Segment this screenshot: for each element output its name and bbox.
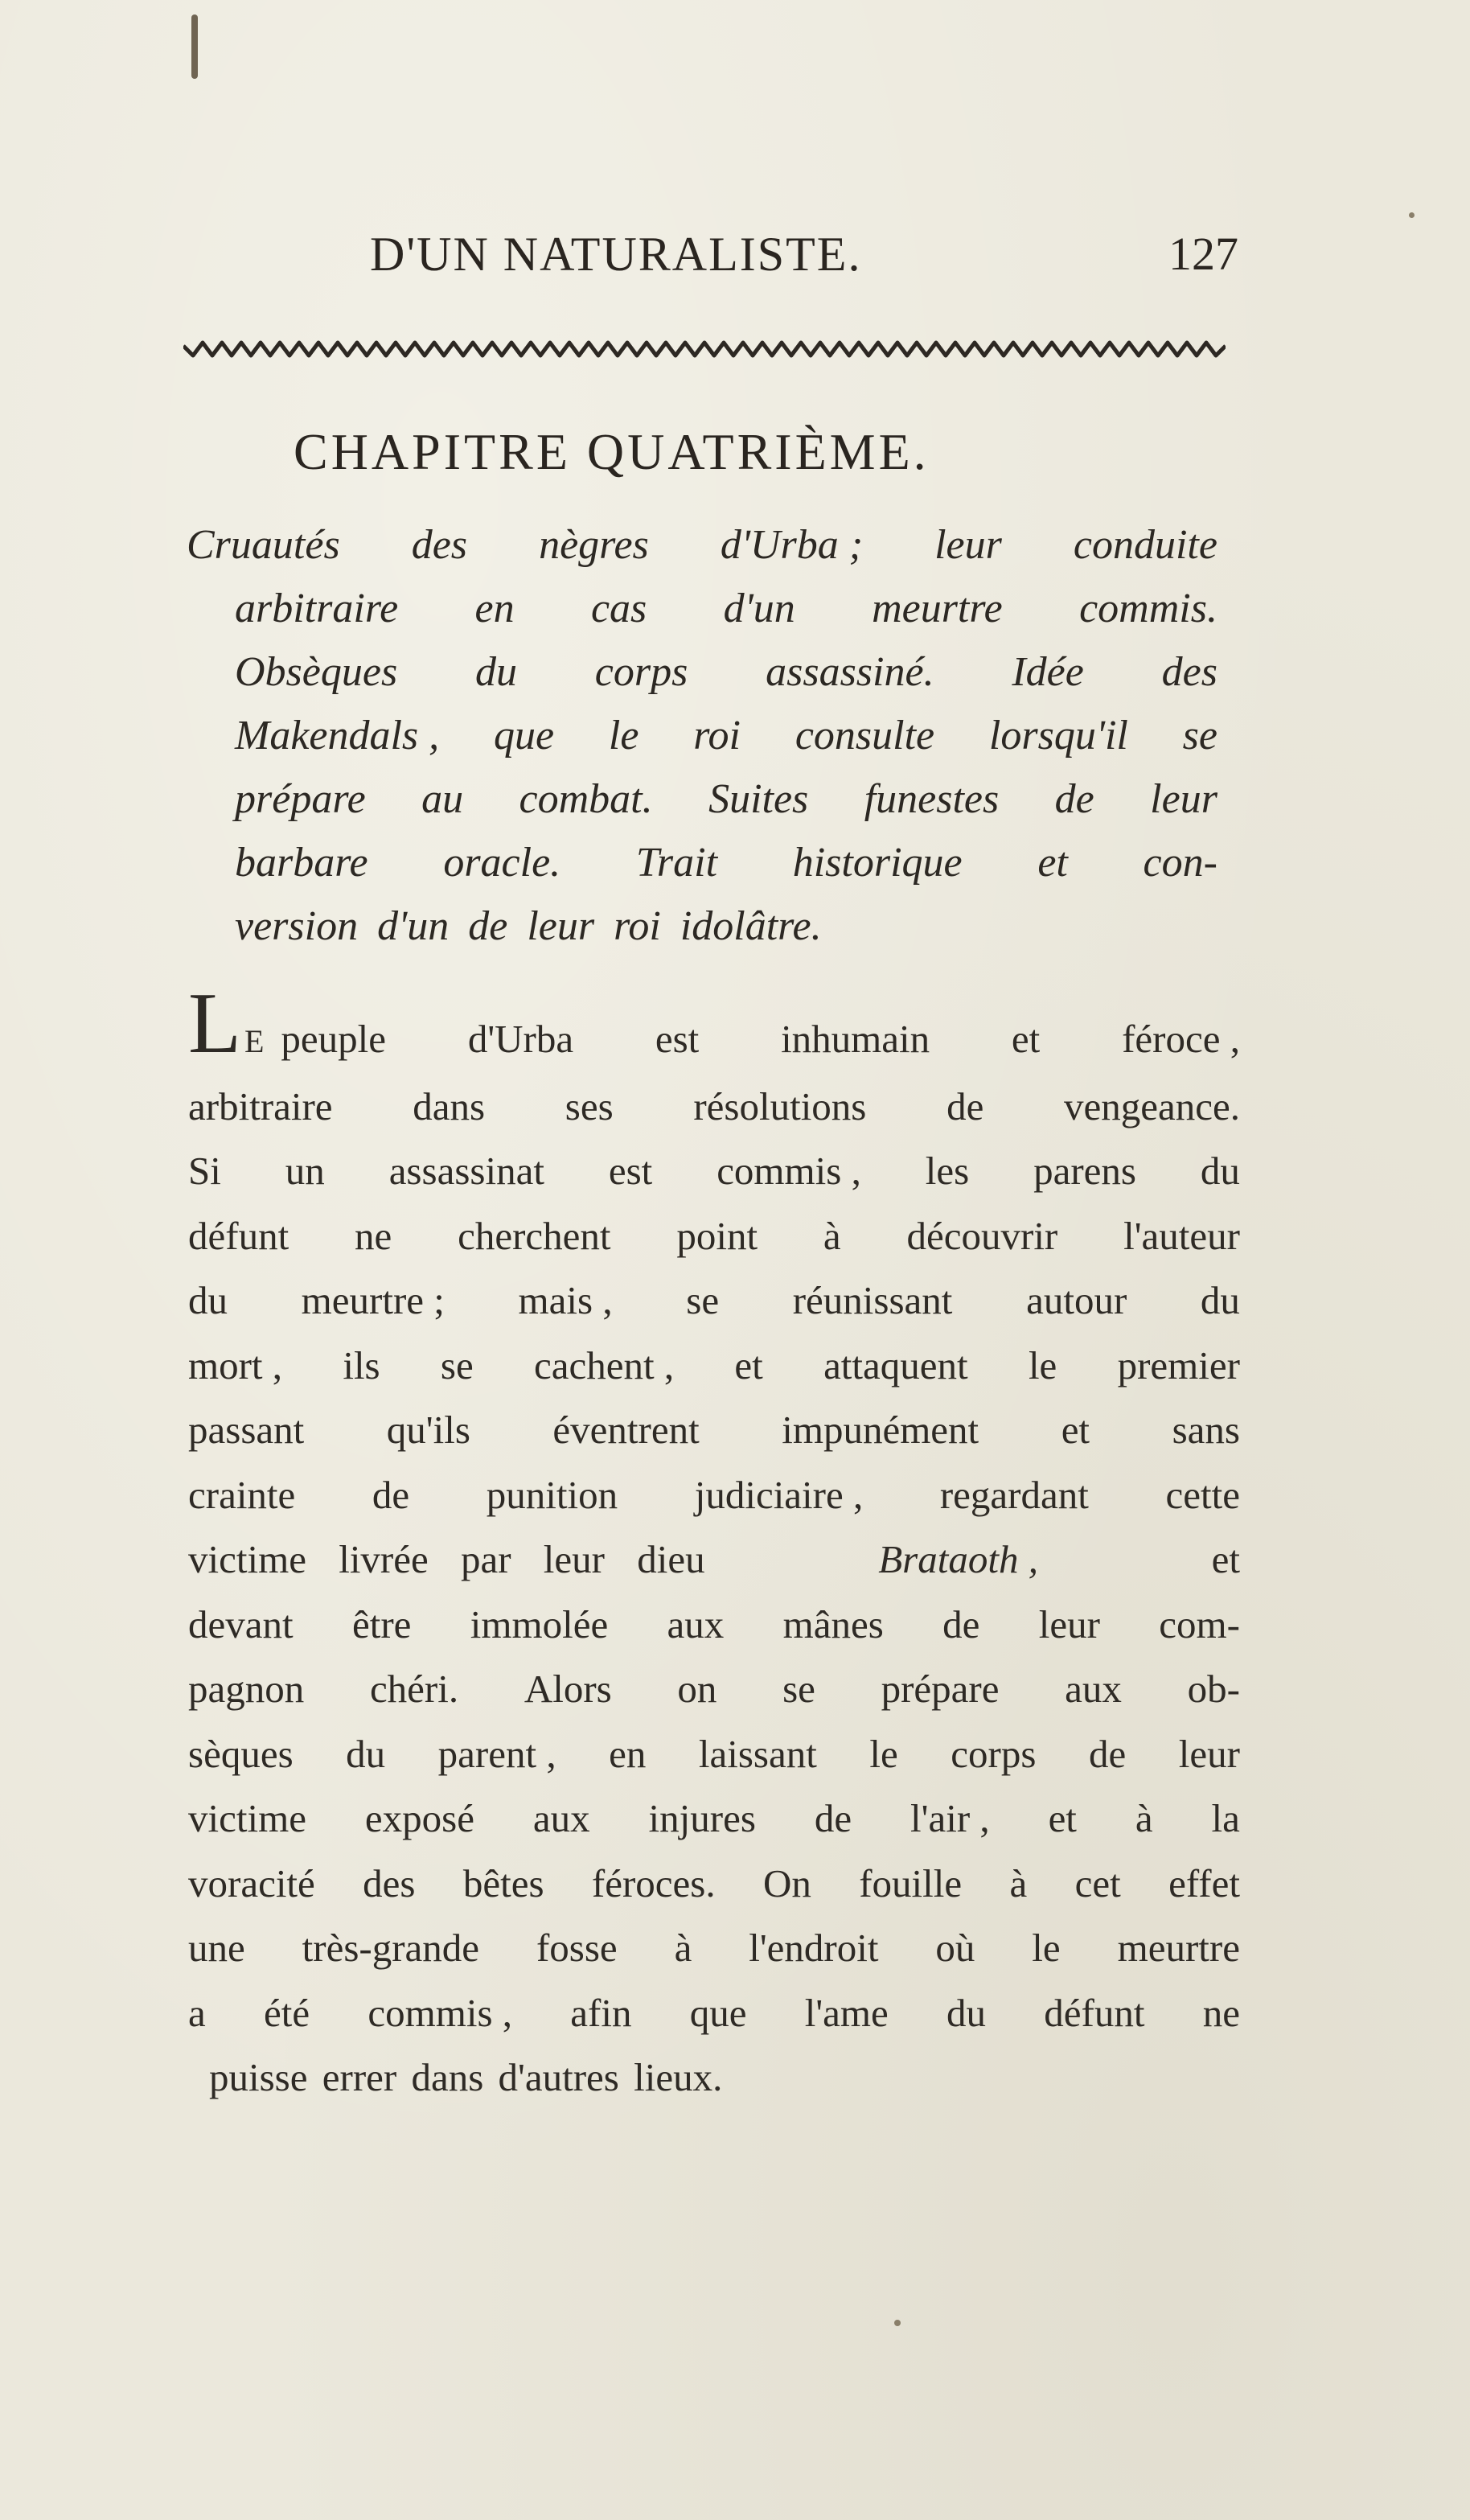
body-word: injures xyxy=(648,1796,756,1840)
body-word: défunt xyxy=(188,1213,289,1258)
summary-word: que xyxy=(493,713,555,758)
summary-word: leur xyxy=(527,903,595,949)
body-word: crainte xyxy=(188,1472,296,1517)
body-word: afin xyxy=(570,1990,632,2035)
paper-stain xyxy=(191,14,198,79)
body-line xyxy=(188,1593,1240,1658)
summary-word: des xyxy=(1161,649,1217,695)
body-line xyxy=(188,1722,1240,1787)
body-line xyxy=(188,1527,1240,1593)
body-word: effet xyxy=(1168,1860,1240,1905)
body-word: et xyxy=(1011,1017,1041,1061)
body-word: mânes xyxy=(782,1601,884,1646)
summary-line xyxy=(187,704,1217,767)
summary-line xyxy=(187,831,1217,894)
body-word: cet xyxy=(1074,1860,1121,1905)
body-word: mort , xyxy=(188,1342,283,1387)
body-word: féroces. xyxy=(591,1860,716,1905)
body-word: on xyxy=(677,1667,717,1711)
summary-word: leur xyxy=(934,522,1002,568)
body-word: résolutions xyxy=(693,1083,867,1128)
body-word: une xyxy=(188,1926,245,1970)
body-word: ob- xyxy=(1187,1667,1240,1711)
summary-word: prépare xyxy=(235,776,366,822)
body-word: en xyxy=(609,1731,647,1776)
body-word: bêtes xyxy=(462,1860,544,1905)
body-word: meurtre ; xyxy=(301,1278,445,1322)
body-word: l'endroit xyxy=(749,1926,879,1970)
body-word: été xyxy=(264,1990,310,2035)
body-word: leur xyxy=(1178,1731,1240,1776)
summary-word: Obsèques xyxy=(235,649,398,695)
body-word: l'ame xyxy=(804,1990,889,2035)
body-word: prépare xyxy=(881,1667,1000,1711)
summary-word: oracle. xyxy=(443,840,561,886)
summary-word: d'un xyxy=(723,586,795,631)
body-word: se xyxy=(686,1278,720,1322)
body-line xyxy=(188,1916,1240,1981)
summary-line xyxy=(187,577,1217,640)
body-words: victime livrée par leur dieu xyxy=(188,1537,705,1581)
body-word: leur xyxy=(1038,1601,1100,1646)
body-word: du xyxy=(1200,1278,1240,1322)
body-word: ne xyxy=(1202,1990,1240,2035)
body-words: puisse errer dans d'autres lieux. xyxy=(209,2055,723,2099)
summary-word: nègres xyxy=(539,522,649,568)
body-word: de xyxy=(946,1083,984,1128)
summary-word: combat. xyxy=(519,776,653,822)
body-word: arbitraire xyxy=(188,1083,333,1128)
body-word: exposé xyxy=(364,1796,474,1840)
summary-word: corps xyxy=(594,649,688,695)
body-word: du xyxy=(946,1990,987,2035)
body-word: sèques xyxy=(188,1731,294,1776)
decorative-rule xyxy=(183,336,1226,360)
summary-word: Idée xyxy=(1012,649,1084,695)
body-word: impunément xyxy=(782,1408,979,1452)
body-word: du xyxy=(188,1278,228,1322)
deity-name: Brataoth , xyxy=(878,1537,1038,1581)
running-head xyxy=(370,227,1238,291)
summary-word: consulte xyxy=(795,713,935,758)
body-line xyxy=(188,1139,1240,1204)
body-line xyxy=(188,1075,1240,1140)
summary-word: arbitraire xyxy=(235,586,399,631)
summary-word: du xyxy=(474,649,517,695)
summary-word: roi xyxy=(614,903,661,949)
chapter-summary xyxy=(187,513,1217,958)
body-word: ils xyxy=(343,1342,380,1387)
summary-word: Suites xyxy=(708,776,809,822)
body-word: le xyxy=(1032,1926,1061,1970)
summary-word: en xyxy=(474,586,515,631)
body-word: de xyxy=(372,1472,410,1517)
summary-word: Trait xyxy=(635,840,718,886)
body-word: peuple xyxy=(281,1017,387,1061)
summary-word: cas xyxy=(590,586,647,631)
summary-word: idolâtre. xyxy=(680,903,822,949)
body-word: ses xyxy=(565,1083,614,1128)
body-word: la xyxy=(1211,1796,1240,1840)
body-word: le xyxy=(1028,1342,1057,1387)
body-word: aux xyxy=(532,1796,590,1840)
small-caps-letter: E xyxy=(244,1023,265,1059)
summary-word: leur xyxy=(1150,776,1217,822)
body-word: parent , xyxy=(437,1731,556,1776)
body-word: commis , xyxy=(368,1990,513,2035)
summary-word: et xyxy=(1037,840,1068,886)
body-word: dans xyxy=(413,1083,486,1128)
summary-word: au xyxy=(421,776,464,822)
summary-word: historique xyxy=(792,840,963,886)
body-word: judiciaire , xyxy=(694,1472,864,1517)
summary-word: con- xyxy=(1143,840,1217,886)
summary-line xyxy=(187,640,1217,704)
body-word: aux xyxy=(667,1601,725,1646)
body-word: et xyxy=(1061,1408,1090,1452)
body-word: est xyxy=(655,1017,700,1061)
body-word: le xyxy=(869,1731,898,1776)
body-word: qu'ils xyxy=(386,1408,470,1452)
body-word: devant xyxy=(188,1601,294,1646)
summary-word: d'Urba ; xyxy=(720,522,864,568)
body-word: com- xyxy=(1159,1601,1240,1646)
body-word: être xyxy=(351,1601,412,1646)
page-number: 127 xyxy=(1168,228,1238,280)
body-word: de xyxy=(942,1601,980,1646)
body-line xyxy=(188,1786,1240,1852)
running-head-title: D'UN NATURALISTE. xyxy=(370,228,862,281)
body-word: point xyxy=(676,1213,758,1258)
body-word: de xyxy=(1088,1731,1127,1776)
body-line xyxy=(188,1852,1240,1917)
body-word: les xyxy=(925,1149,970,1193)
body-word: attaquent xyxy=(823,1342,968,1387)
body-word: sans xyxy=(1172,1408,1240,1452)
body-word: a xyxy=(188,1990,206,2035)
body-word: laissant xyxy=(698,1731,817,1776)
body-line xyxy=(188,1398,1240,1463)
summary-line xyxy=(187,767,1217,831)
body-text xyxy=(188,976,1240,2111)
body-word: du xyxy=(1200,1149,1240,1193)
body-word: inhumain xyxy=(781,1017,930,1061)
body-line xyxy=(188,1463,1240,1528)
body-word: autour xyxy=(1026,1278,1127,1322)
body-word: éventrent xyxy=(552,1408,700,1452)
body-word: à xyxy=(1135,1796,1153,1840)
body-word: cherchent xyxy=(458,1213,611,1258)
paper-speck xyxy=(1409,212,1415,218)
body-word: regardant xyxy=(939,1472,1089,1517)
body-word: du xyxy=(346,1731,386,1776)
body-word: meurtre xyxy=(1117,1926,1240,1970)
body-word: se xyxy=(782,1667,815,1711)
summary-word: version xyxy=(235,903,359,949)
body-word: découvrir xyxy=(906,1213,1058,1258)
body-word: se xyxy=(440,1342,474,1387)
body-word: très-grande xyxy=(302,1926,480,1970)
body-word: féroce , xyxy=(1122,1017,1240,1061)
body-word: réunissant xyxy=(792,1278,953,1322)
summary-word: de xyxy=(468,903,508,949)
body-word: cette xyxy=(1165,1472,1240,1517)
summary-word: de xyxy=(1054,776,1094,822)
body-word: et xyxy=(734,1342,763,1387)
body-word: premier xyxy=(1117,1342,1240,1387)
body-word: défunt xyxy=(1044,1990,1145,2035)
body-word: chéri. xyxy=(369,1667,459,1711)
body-word: de xyxy=(814,1796,852,1840)
body-word: aux xyxy=(1065,1667,1122,1711)
summary-word: Cruautés xyxy=(187,522,340,568)
body-line xyxy=(188,1981,1240,2046)
body-word: Si xyxy=(188,1149,221,1193)
body-word: On xyxy=(762,1860,811,1905)
summary-word: barbare xyxy=(235,840,368,886)
body-word: fouille xyxy=(859,1860,963,1905)
body-word: vengeance. xyxy=(1064,1083,1240,1128)
summary-word: roi xyxy=(693,713,741,758)
body-word: assassinat xyxy=(388,1149,544,1193)
body-line xyxy=(188,976,1240,1075)
body-word: commis , xyxy=(717,1149,861,1193)
body-word: à xyxy=(1009,1860,1028,1905)
body-word: un xyxy=(285,1149,325,1193)
body-word: l'air , xyxy=(910,1796,990,1840)
body-word: parens xyxy=(1033,1149,1136,1193)
body-line xyxy=(188,1334,1240,1399)
body-word: punition xyxy=(486,1472,618,1517)
drop-cap: L xyxy=(188,976,241,1071)
summary-word: d'un xyxy=(377,903,450,949)
body-word: immolée xyxy=(470,1601,609,1646)
summary-word: funestes xyxy=(864,776,1000,822)
body-word: à xyxy=(674,1926,692,1970)
body-word: corps xyxy=(951,1731,1037,1776)
summary-word: des xyxy=(411,522,468,568)
body-word: voracité xyxy=(188,1860,315,1905)
body-line xyxy=(188,1657,1240,1722)
summary-line xyxy=(187,894,1217,958)
body-word: et xyxy=(1211,1537,1240,1581)
body-word: passant xyxy=(188,1408,305,1452)
body-word: ne xyxy=(355,1213,392,1258)
body-word: victime xyxy=(188,1796,306,1840)
body-word: Alors xyxy=(524,1667,612,1711)
summary-word: meurtre xyxy=(872,586,1003,631)
first-line-words xyxy=(281,1007,1240,1072)
body-line xyxy=(188,1268,1240,1334)
body-word: d'Urba xyxy=(467,1017,574,1061)
body-word: que xyxy=(689,1990,747,2035)
summary-word: commis. xyxy=(1079,586,1217,631)
body-word: fosse xyxy=(536,1926,618,1970)
summary-word: conduite xyxy=(1073,522,1217,568)
body-word: et xyxy=(1048,1796,1077,1840)
paper-speck xyxy=(894,2320,901,2326)
summary-word: Makendals , xyxy=(235,713,440,758)
body-word: est xyxy=(608,1149,653,1193)
body-word: mais , xyxy=(518,1278,613,1322)
body-word: où xyxy=(935,1926,975,1970)
body-word: l'auteur xyxy=(1123,1213,1240,1258)
summary-word: lorsqu'il xyxy=(988,713,1128,758)
summary-word: le xyxy=(608,713,639,758)
chapter-title: CHAPITRE QUATRIÈME. xyxy=(294,423,930,480)
body-word: pagnon xyxy=(188,1667,305,1711)
body-word: à xyxy=(823,1213,841,1258)
body-word: cachent , xyxy=(534,1342,675,1387)
summary-word: se xyxy=(1182,713,1217,758)
body-word: des xyxy=(363,1860,416,1905)
summary-word: assassiné. xyxy=(766,649,934,695)
summary-line xyxy=(187,513,1217,577)
body-line xyxy=(188,2045,1240,2111)
body-line xyxy=(188,1204,1240,1269)
